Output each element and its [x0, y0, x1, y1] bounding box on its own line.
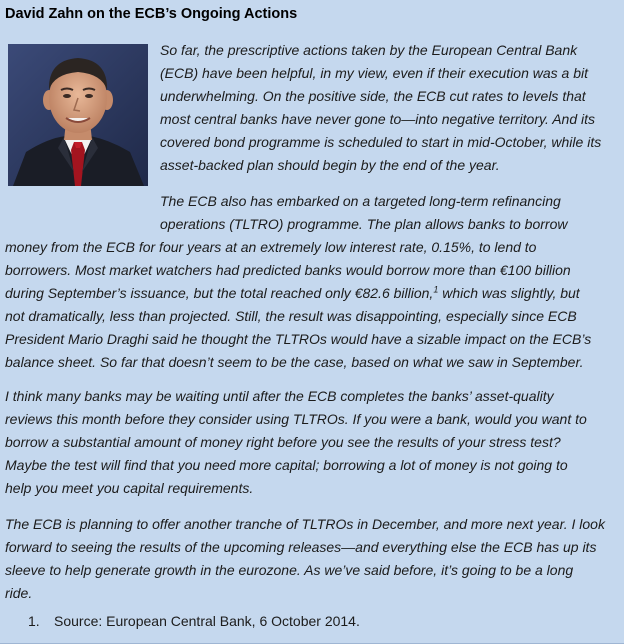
para1-line-3: underwhelming. On the positive side, the ECB cut rates to levels that — [160, 88, 586, 104]
para2-line-1: The ECB also has embarked on a targeted long-term refinancing — [160, 193, 561, 209]
article-title: David Zahn on the ECB’s Ongoing Actions — [5, 6, 298, 22]
para2-line-4: borrowers. Most market watchers had predicted banks would borrow more than €100 billion — [5, 262, 571, 278]
para1-line-1: So far, the prescriptive actions taken by the European Central Bank — [160, 42, 578, 58]
para2-line-6: not dramatically, less than projected. Still, the result was disappointing, especially since ECB — [5, 308, 577, 324]
para2-line-8: balance sheet. So far that doesn’t seem to be the case, based on what we saw in September. — [5, 354, 584, 370]
para2-line-5-text: during September’s issuance, but the total reached only €82.6 billion, — [5, 285, 434, 301]
para3-line-4: Maybe the test will find that you need more capital; borrowing a lot of money is not going to — [5, 457, 568, 473]
para1-line-2: (ECB) have been helpful, in my view, even if their execution was a bit — [160, 65, 588, 81]
para4-line-4: ride. — [5, 585, 33, 601]
para2-line-7: President Mario Draghi said he thought the TLTROs would have a sizable impact on the ECB’s — [5, 331, 592, 347]
para1-line-5: covered bond programme is scheduled to start in mid-October, while its — [160, 134, 602, 150]
para2-line-3: money from the ECB for four years at an extremely low interest rate, 0.15%, to lend to — [5, 239, 537, 255]
author-photo — [8, 44, 148, 186]
para2-line-5 — [5, 283, 580, 303]
para3-line-5: help you meet you capital requirements. — [5, 480, 254, 496]
para4-line-2: forward to seeing the results of the upcoming releases—and everything else the ECB has up its — [5, 539, 597, 555]
para2-line-2: operations (TLTRO) programme. The plan allows banks to borrow — [160, 216, 568, 232]
para3-line-1: I think many banks may be waiting until after the ECB completes the banks’ asset-quality — [5, 388, 554, 404]
footnote-number: 1. — [28, 613, 40, 629]
para4-line-1: The ECB is planning to offer another tranche of TLTROs in December, and more next year. I look — [5, 516, 605, 532]
para1-line-6: asset-backed plan should begin by the end of the year. — [160, 157, 500, 173]
para3-line-2: reviews this month before they consider using TLTROs. If you were a bank, would you want to — [5, 411, 587, 427]
footnote-text: Source: European Central Bank, 6 October 2014. — [54, 613, 360, 629]
para1-line-4: most central banks have never gone to—into negative territory. And its — [160, 111, 596, 127]
footnote — [28, 613, 360, 629]
author-portrait-image — [8, 44, 148, 186]
para4-line-3: sleeve to help generate growth in the eurozone. As we’ve said before, it’s going to be a long — [5, 562, 574, 578]
para2-line-5-rest: which was slightly, but — [442, 285, 580, 301]
footnote-reference: 1 — [433, 284, 439, 295]
para3-line-3: borrow a substantial amount of money right before you see the results of your stress test? — [5, 434, 561, 450]
